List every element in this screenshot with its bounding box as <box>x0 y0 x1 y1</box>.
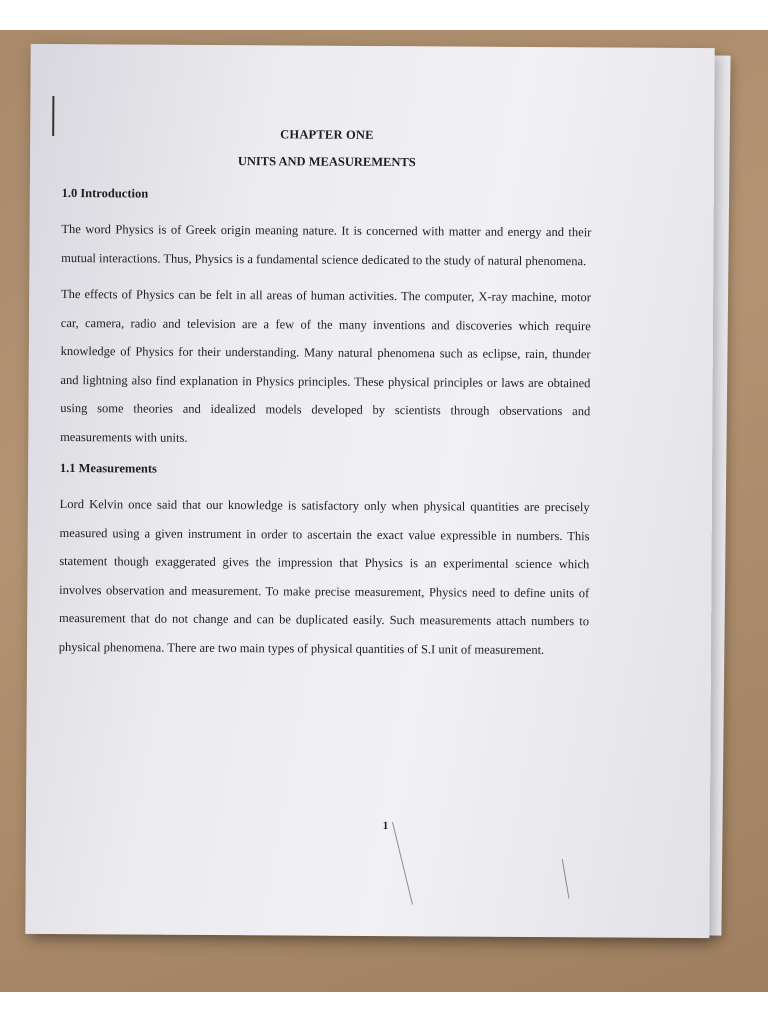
section-heading-measurements: 1.1 Measurements <box>59 460 157 476</box>
document-page <box>58 126 592 833</box>
paragraph: The word Physics is of Greek origin meaning nature. It is concerned with matter and energy and their mutual interactions. Thus, Physics is a fundamental science dedicated to the study of natural phenomena. <box>61 221 592 268</box>
section-heading-introduction: 1.0 Introduction <box>61 185 149 201</box>
photo-background <box>0 30 768 992</box>
binder-mark <box>52 96 54 136</box>
paragraph: The effects of Physics can be felt in all areas of human activities. The computer, X-ray machine, motor car, camera, radio and television are a few of the many inventions and discoveries which require knowledge of Physics for their understanding. Many natural phenomena such as eclipse, rain, thunder and lightning also find explanation in Physics principles. These physical principles or laws are obtained using some theories and idealized models developed by scientists through observations and measurements with units. <box>60 286 592 445</box>
chapter-title: UNITS AND MEASUREMENTS <box>237 154 416 170</box>
chapter-label: CHAPTER ONE <box>280 127 374 142</box>
page-number: 1 <box>382 819 389 833</box>
paragraph: Lord Kelvin once said that our knowledge is satisfactory only when physical quantities are precisely measured using a given instrument in order to ascertain the exact value expressible in numbers. This statement though exaggerated gives the impression that Physics is an experimental science which involves observation and measurement. To make precise measurement, Physics need to define units of measurement that do not change and can be duplicated easily. Such measurements attach numbers to physical phenomena. There are two main types of physical quantities of S.I unit of measurement. <box>58 496 590 657</box>
paper-crease <box>392 822 413 905</box>
paper-crease <box>562 859 570 899</box>
